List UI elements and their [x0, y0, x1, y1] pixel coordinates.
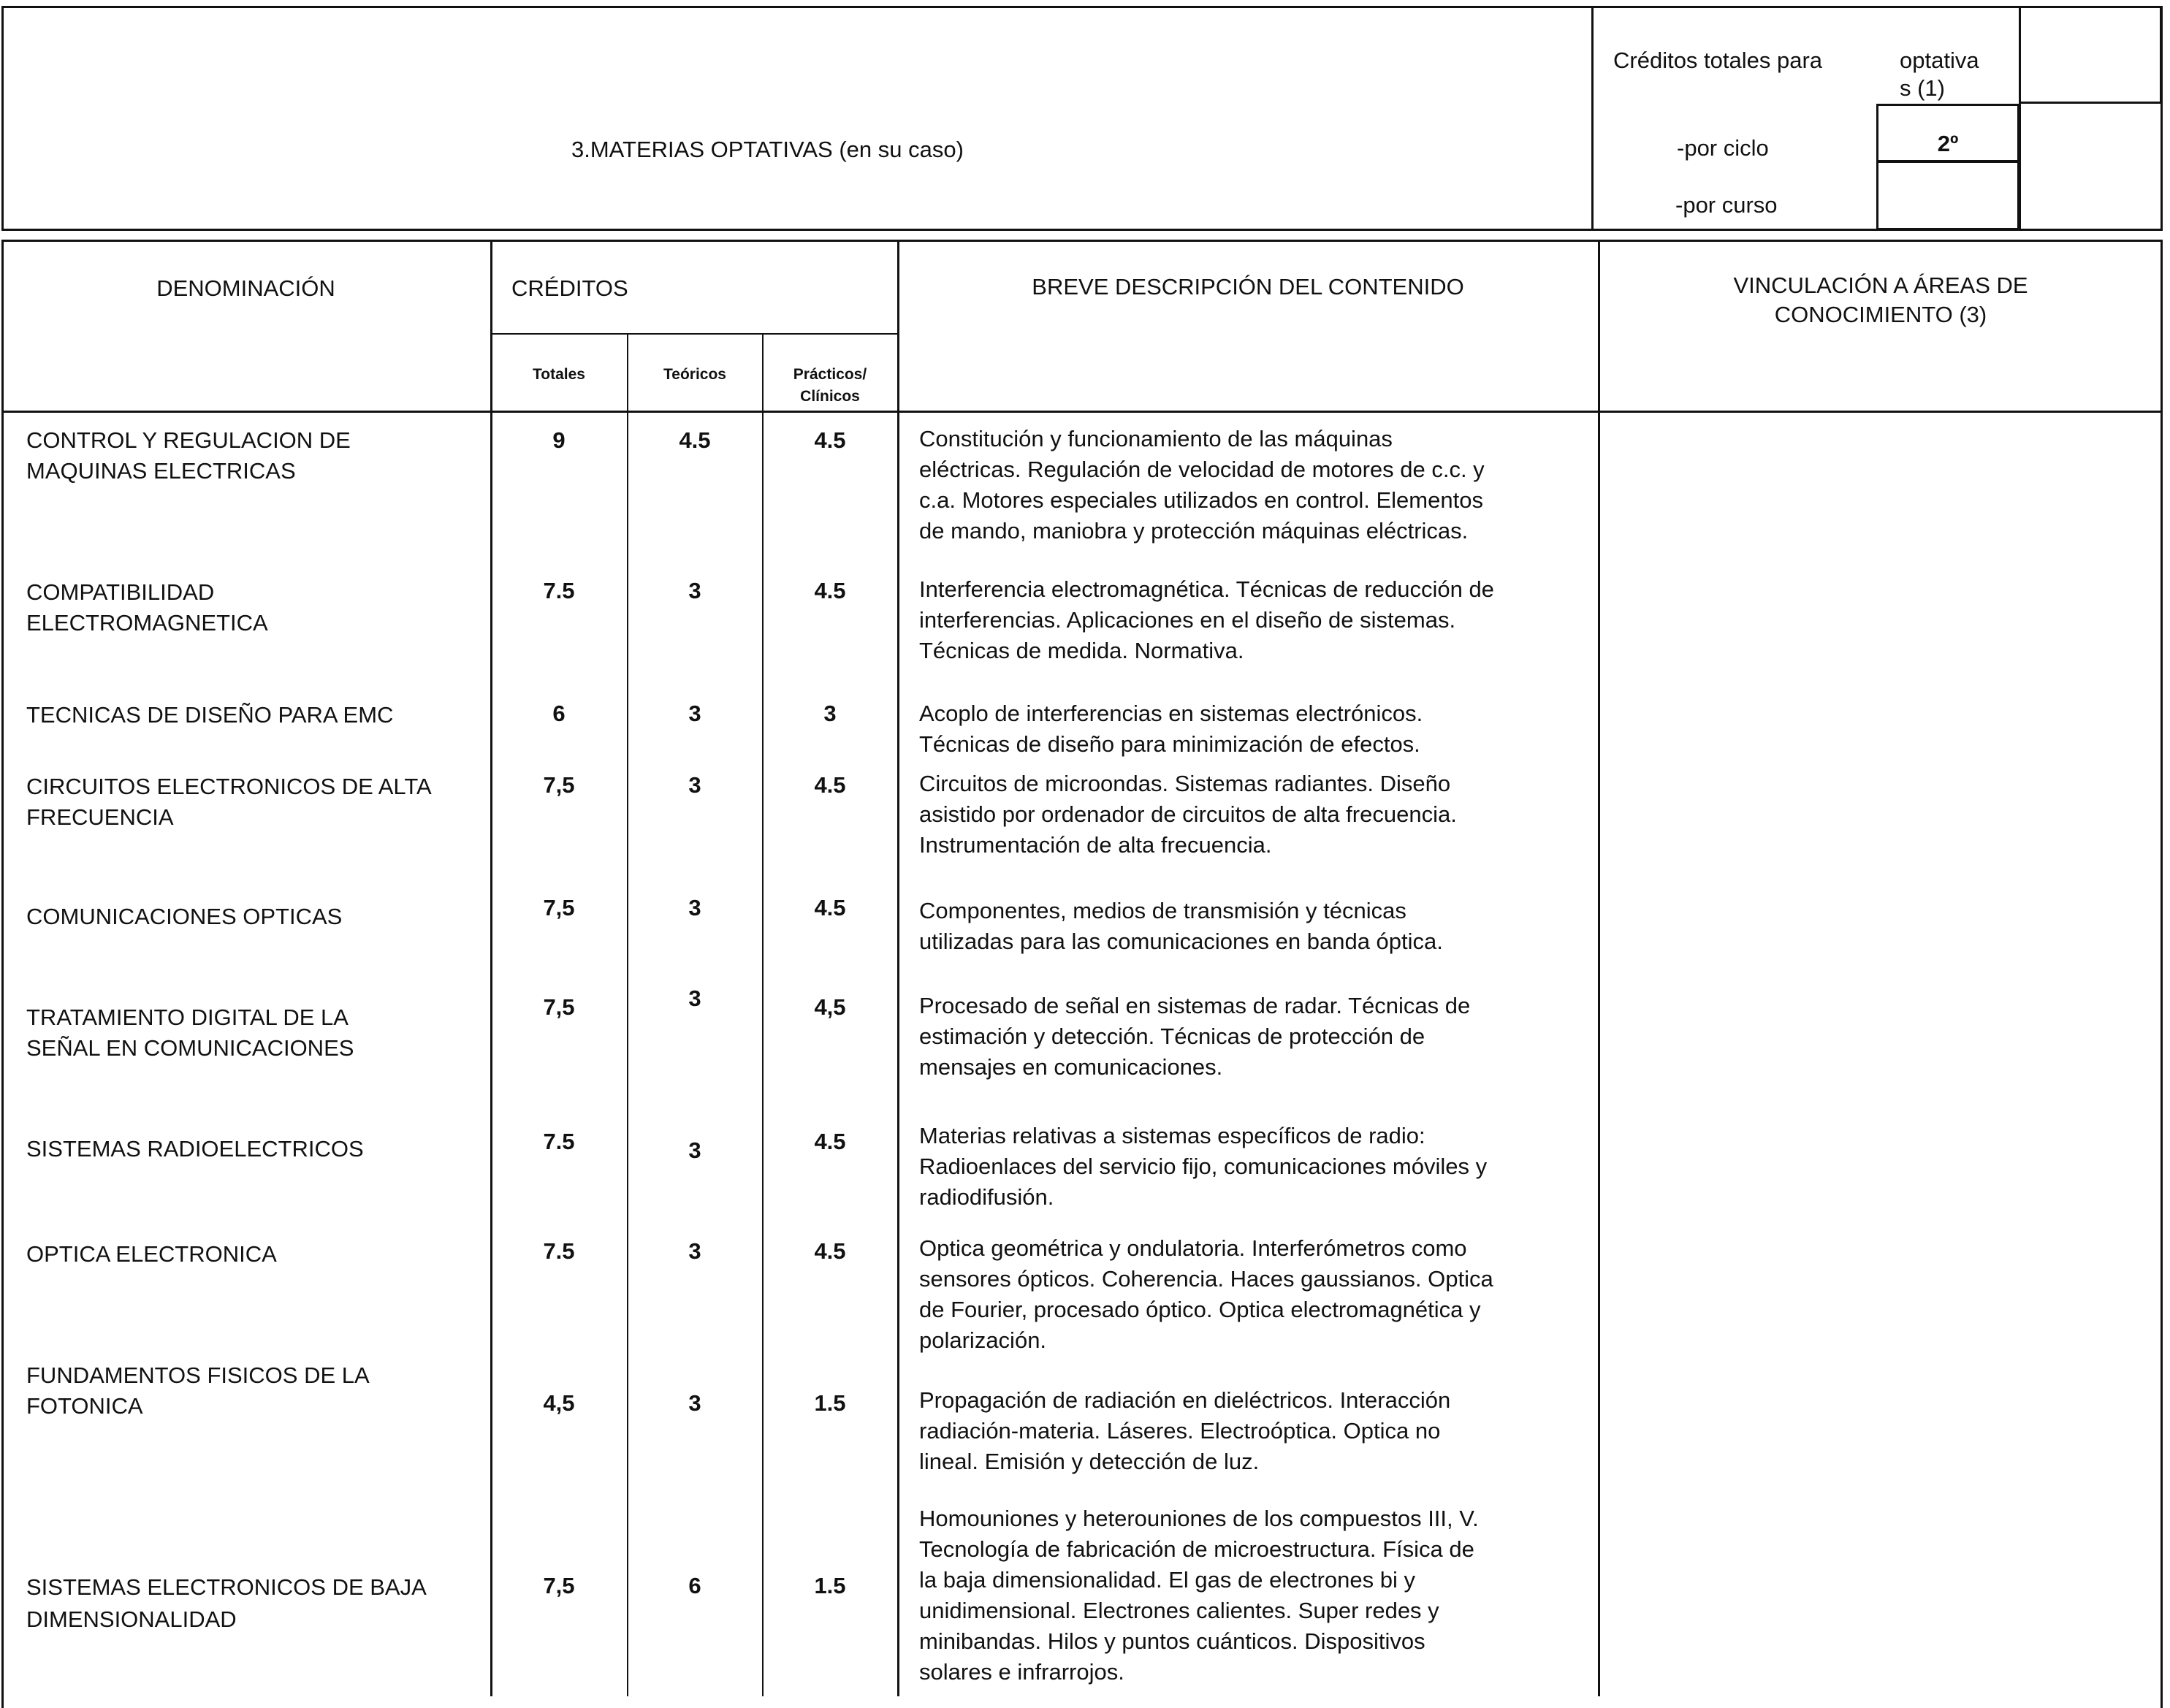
por-curso-double-line	[1876, 228, 2019, 229]
header-bottom-line	[1, 411, 2163, 413]
row-name-line1: SISTEMAS RADIOELECTRICOS	[26, 1136, 364, 1162]
por-curso-label: -por curso	[1675, 192, 1778, 218]
row-teoricos: 3	[688, 578, 701, 603]
row-description-line: Homouniones y heterouniones de los compuestos III, V.	[919, 1506, 1479, 1531]
row-name-line1: CIRCUITOS ELECTRONICOS DE ALTA	[26, 774, 432, 799]
col-header-descripcion: BREVE DESCRIPCIÓN DEL CONTENIDO	[1032, 274, 1464, 300]
row-totales: 4,5	[543, 1390, 575, 1416]
row-description-line: c.a. Motores especiales utilizados en control. Elementos	[919, 487, 1483, 513]
col-header-practicos-line1: Prácticos/	[793, 366, 867, 383]
row-description-line: Instrumentación de alta frecuencia.	[919, 832, 1272, 858]
row-description-line: de Fourier, procesado óptico. Optica electromagnética y	[919, 1297, 1481, 1322]
row-name-line1: COMPATIBILIDAD	[26, 579, 215, 605]
row-description-line: Radioenlaces del servicio fijo, comunicaciones móviles y	[919, 1154, 1488, 1179]
row-teoricos: 6	[688, 1573, 701, 1598]
col-line-2	[627, 333, 628, 1696]
por-curso-value-box	[1876, 161, 2019, 231]
row-description-line: Tecnología de fabricación de microestructura. Física de	[919, 1536, 1474, 1562]
row-name-line2: ELECTROMAGNETICA	[26, 610, 268, 636]
row-description-line: Técnicas de diseño para minimización de efectos.	[919, 731, 1420, 757]
row-totales: 7,5	[543, 772, 575, 798]
col-header-vinculacion-line1: VINCULACIÓN A ÁREAS DE	[1733, 272, 2028, 298]
row-name-line1: OPTICA ELECTRONICA	[26, 1241, 277, 1267]
creditos-subheader-line	[490, 333, 897, 335]
row-description-line: estimación y detección. Técnicas de protección de	[919, 1023, 1425, 1049]
row-practicos: 4.5	[814, 1238, 846, 1264]
row-name-line1: SISTEMAS ELECTRONICOS DE BAJA	[26, 1574, 427, 1600]
header-divider	[1591, 6, 1594, 231]
row-name-line2: FOTONICA	[26, 1393, 143, 1419]
col-header-vinculacion-line2: CONOCIMIENTO (3)	[1774, 302, 1987, 327]
row-description-line: lineal. Emisión y detección de luz.	[919, 1449, 1260, 1474]
optativas-cell	[2019, 6, 2162, 104]
page-title: 3.MATERIAS OPTATIVAS (en su caso)	[571, 137, 964, 162]
row-practicos: 4.5	[814, 1129, 846, 1154]
col-header-creditos: CRÉDITOS	[511, 275, 628, 301]
row-description-line: utilizadas para las comunicaciones en banda óptica.	[919, 929, 1443, 954]
row-teoricos: 3	[688, 1238, 701, 1264]
row-description-line: interferencias. Aplicaciones en el diseño de sistemas.	[919, 607, 1456, 633]
row-practicos: 1.5	[814, 1573, 846, 1598]
row-name-line1: TECNICAS DE DISEÑO PARA EMC	[26, 702, 394, 728]
row-teoricos: 3	[688, 1137, 701, 1163]
row-totales: 6	[552, 701, 566, 726]
row-description-line: solares e infrarrojos.	[919, 1659, 1124, 1685]
row-name-line1: TRATAMIENTO DIGITAL DE LA	[26, 1004, 349, 1030]
row-practicos: 4.5	[814, 578, 846, 603]
row-name-line2: FRECUENCIA	[26, 804, 174, 830]
creditos-totales-para-label: Créditos totales para	[1613, 47, 1823, 73]
row-description-line: Componentes, medios de transmisión y técnicas	[919, 898, 1406, 923]
row-teoricos: 3	[688, 985, 701, 1011]
row-name-line1: CONTROL Y REGULACION DE	[26, 427, 351, 453]
row-totales: 7.5	[543, 578, 575, 603]
col-header-practicos-line2: Clínicos	[800, 388, 860, 405]
row-totales: 7,5	[543, 1573, 575, 1598]
row-description-line: de mando, maniobra y protección máquinas eléctricas.	[919, 518, 1469, 544]
row-totales: 7.5	[543, 1238, 575, 1264]
row-description-line: la baja dimensionalidad. El gas de electrones bi y	[919, 1567, 1415, 1593]
por-ciclo-label: -por ciclo	[1677, 135, 1769, 161]
row-description-line: mensajes en comunicaciones.	[919, 1054, 1223, 1080]
row-description-line: Acoplo de interferencias en sistemas electrónicos.	[919, 701, 1423, 726]
row-totales: 7.5	[543, 1129, 575, 1154]
row-description-line: radiodifusión.	[919, 1184, 1054, 1210]
row-description-line: Técnicas de medida. Normativa.	[919, 638, 1244, 663]
row-totales: 7,5	[543, 895, 575, 920]
row-description-line: Interferencia electromagnética. Técnicas de reducción de	[919, 576, 1494, 602]
row-description-line: asistido por ordenador de circuitos de alta frecuencia.	[919, 801, 1457, 827]
row-practicos: 1.5	[814, 1390, 846, 1416]
row-totales: 9	[552, 427, 566, 453]
row-description-line: minibandas. Hilos y puntos cuánticos. Dispositivos	[919, 1628, 1425, 1654]
row-description-line: Circuitos de microondas. Sistemas radiantes. Diseño	[919, 771, 1451, 796]
row-practicos: 4.5	[814, 895, 846, 920]
optativas-label-line1: optativa	[1900, 47, 1979, 73]
row-description-line: Optica geométrica y ondulatoria. Interferómetros como	[919, 1235, 1467, 1261]
col-line-5	[1598, 240, 1600, 1696]
row-description-line: Procesado de señal en sistemas de radar. Técnicas de	[919, 993, 1471, 1018]
row-description-line: sensores ópticos. Coherencia. Haces gaussianos. Optica	[919, 1266, 1493, 1292]
row-practicos: 4,5	[814, 994, 846, 1020]
optativas-label-line2: s (1)	[1900, 75, 1945, 101]
por-ciclo-value: 2º	[1937, 131, 1959, 156]
row-name-line1: FUNDAMENTOS FISICOS DE LA	[26, 1362, 370, 1388]
row-totales: 7,5	[543, 994, 575, 1020]
row-name-line2: MAQUINAS ELECTRICAS	[26, 458, 296, 484]
row-description-line: polarización.	[919, 1327, 1047, 1353]
row-description-line: eléctricas. Regulación de velocidad de motores de c.c. y	[919, 457, 1485, 482]
col-line-1	[490, 240, 492, 1696]
row-practicos: 3	[823, 701, 837, 726]
col-line-4	[897, 240, 899, 1696]
row-practicos: 4.5	[814, 772, 846, 798]
row-name-line1: COMUNICACIONES OPTICAS	[26, 904, 343, 929]
col-header-denominacion: DENOMINACIÓN	[156, 275, 335, 301]
row-name-line2: SEÑAL EN COMUNICACIONES	[26, 1035, 354, 1061]
row-teoricos: 3	[688, 1390, 701, 1416]
row-description-line: Materias relativas a sistemas específicos de radio:	[919, 1123, 1425, 1148]
row-description-line: radiación-materia. Láseres. Electroóptica. Optica no	[919, 1418, 1441, 1444]
row-teoricos: 3	[688, 701, 701, 726]
row-name-line2: DIMENSIONALIDAD	[26, 1606, 237, 1632]
row-description-line: Propagación de radiación en dieléctricos. Interacción	[919, 1387, 1451, 1413]
col-header-teoricos: Teóricos	[663, 366, 726, 383]
row-teoricos: 3	[688, 895, 701, 920]
row-description-line: unidimensional. Electrones calientes. Super redes y	[919, 1598, 1439, 1623]
row-practicos: 4.5	[814, 427, 846, 453]
header-box	[1, 6, 2163, 231]
row-teoricos: 3	[688, 772, 701, 798]
col-header-totales: Totales	[533, 366, 585, 383]
row-teoricos: 4.5	[679, 427, 711, 453]
row-description-line: Constitución y funcionamiento de las máquinas	[919, 426, 1393, 451]
